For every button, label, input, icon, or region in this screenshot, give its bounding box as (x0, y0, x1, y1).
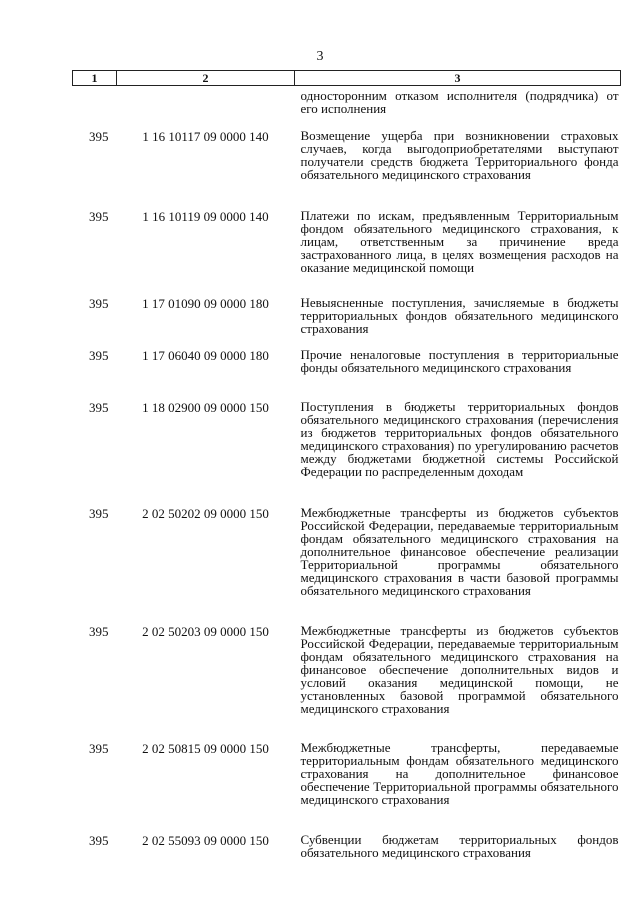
table-row (73, 624, 621, 741)
column-header-1: 1 (73, 71, 117, 86)
revenue-description: Прочие неналоговые поступления в территориальные фонды обязательного медицинского страхования (300, 347, 619, 375)
table-row (73, 129, 621, 209)
revenue-description: Невыясненные поступления, зачисляемые в бюджеты территориальных фондов обязательного медицинского страхования (300, 295, 619, 336)
revenue-codes-table (72, 70, 621, 863)
admin-code: 395 (89, 209, 109, 224)
admin-code: 395 (89, 296, 109, 311)
table-row (73, 833, 621, 863)
revenue-code: 1 16 10119 09 0000 140 (142, 209, 269, 224)
table-header-row (73, 71, 621, 86)
admin-code: 395 (89, 400, 109, 415)
column-header-2: 2 (117, 71, 295, 86)
admin-code: 395 (89, 741, 109, 756)
revenue-description: Поступления в бюджеты территориальных фондов обязательного медицинского страхования (перечисления из бюджетов территориальных фондов обязательного медицинского страхования) по урегулированию расчетов между бюджетами бюджетной системы Российской Федерации по распределенным доходам (300, 399, 619, 479)
revenue-code: 1 18 02900 09 0000 150 (142, 400, 269, 415)
table-row (73, 741, 621, 833)
revenue-code: 2 02 50815 09 0000 150 (142, 741, 269, 756)
table-row (73, 209, 621, 296)
continuation-admin (73, 86, 117, 130)
revenue-code: 2 02 55093 09 0000 150 (142, 833, 269, 848)
revenue-code: 1 17 06040 09 0000 180 (142, 348, 269, 363)
continuation-code (117, 86, 295, 130)
revenue-description: Межбюджетные трансферты из бюджетов субъектов Российской Федерации, передаваемые территориальным фондам обязательного медицинского страхования на дополнительное финансовое обеспечение реализации Территориальной программы обязательного медицинского страхования в части базовой программы обязательного медицинского страхования (300, 505, 619, 598)
admin-code: 395 (89, 348, 109, 363)
revenue-description: Возмещение ущерба при возникновении страховых случаев, когда выгодоприобретателями выступают получатели средств бюджета Территориального фонда обязательного медицинского страхования (300, 128, 619, 182)
continuation-row (73, 86, 621, 130)
table-row (73, 296, 621, 348)
table-row (73, 506, 621, 624)
revenue-code: 1 17 01090 09 0000 180 (142, 296, 269, 311)
page-number: 3 (316, 49, 324, 64)
table-row (73, 348, 621, 400)
revenue-code: 2 02 50203 09 0000 150 (142, 624, 269, 639)
revenue-code: 1 16 10117 09 0000 140 (142, 129, 269, 144)
revenue-description: Платежи по искам, предъявленным Территориальным фондом обязательного медицинского страхования, к лицам, ответственным за причинение вреда застрахованного лица, в целях возмещения расходов на оказание медицинской помощи (300, 208, 619, 275)
admin-code: 395 (89, 129, 109, 144)
admin-code: 395 (89, 624, 109, 639)
revenue-code: 2 02 50202 09 0000 150 (142, 506, 269, 521)
admin-code: 395 (89, 506, 109, 521)
continuation-text: односторонним отказом исполнителя (подрядчика) от его исполнения (300, 88, 619, 116)
table-row (73, 400, 621, 506)
revenue-description: Межбюджетные трансферты, передаваемые территориальным фондам обязательного медицинского страхования на дополнительное финансовое обеспечение Территориальной программы обязательного медицинского страхования (300, 740, 619, 807)
admin-code: 395 (89, 833, 109, 848)
revenue-description: Субвенции бюджетам территориальных фондов обязательного медицинского страхования (300, 832, 619, 860)
revenue-description: Межбюджетные трансферты из бюджетов субъектов Российской Федерации, передаваемые территориальным фондам обязательного медицинского страхования на финансовое обеспечение дополнительных видов и условий оказания медицинской помощи, не установленных базовой программой обязательного медицинского страхования (300, 623, 619, 716)
column-header-3: 3 (295, 71, 621, 86)
